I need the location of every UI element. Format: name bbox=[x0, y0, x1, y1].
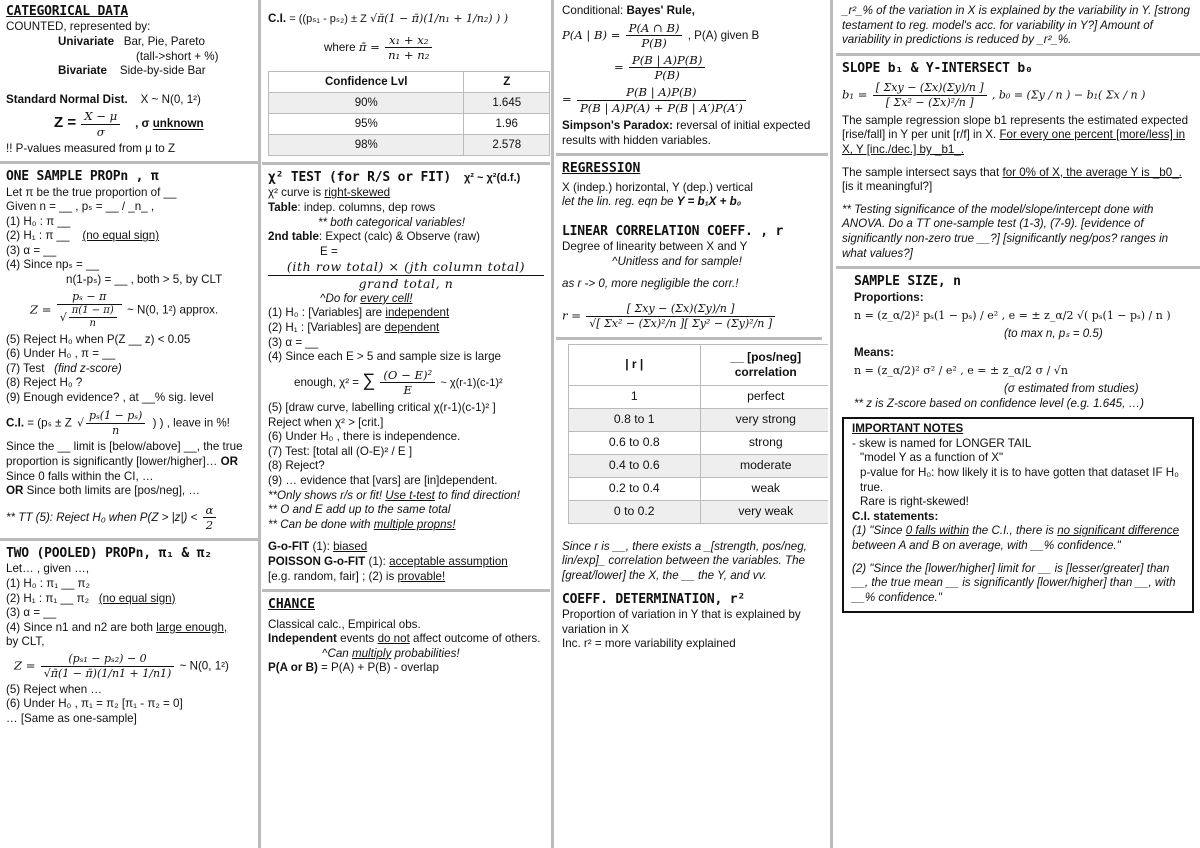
reg-2: let the lin. reg. eqn be bbox=[562, 195, 674, 209]
since-r: Since r is __, there exists a _[strength, pos/neg, lin/exp]_ correlation between the variables. The [great/lower] the X, the __ the Y, and vv. bbox=[562, 539, 807, 582]
two-z-den: π̄(1 − π̄)(1/n1 + 1/n1) bbox=[50, 666, 172, 680]
lcc-2: ^Unitless and for sample! bbox=[612, 254, 742, 268]
chi-step: (2) H₁ : [Variables] are bbox=[268, 321, 382, 335]
table-cell: 0.4 to 0.6 bbox=[569, 454, 701, 477]
column-1 bbox=[0, 0, 258, 848]
cod-1: Proportion of variation in Y that is explained by variation in X bbox=[562, 607, 801, 636]
do-not: do not bbox=[377, 632, 410, 646]
bayes-1-fraction bbox=[626, 21, 683, 51]
b1-fraction bbox=[873, 81, 987, 110]
e-num: (ith row total) × (jth column total) bbox=[268, 259, 544, 276]
table-cell: strong bbox=[700, 431, 828, 454]
two-pooled-title: TWO (POOLED) PROPn, π₁ & π₂ bbox=[6, 545, 212, 561]
ci-label: C.I. bbox=[268, 12, 287, 25]
chi-sum-num: (O − E)² bbox=[380, 368, 435, 384]
ci-1-u2: no significant difference bbox=[1057, 524, 1180, 538]
notes-line: Rare is right-skewed! bbox=[860, 495, 969, 509]
bayes-1-num: P(A ∩ B) bbox=[626, 21, 683, 37]
table-row bbox=[269, 135, 550, 156]
table-row bbox=[569, 454, 829, 477]
one-ci-den: n bbox=[112, 423, 120, 437]
gofit-1: (1): bbox=[312, 540, 330, 554]
chi-curve: χ² curve is bbox=[268, 186, 322, 200]
univariate-desc2: (tall->short + %) bbox=[136, 49, 219, 63]
z-lhs: Z = bbox=[54, 114, 77, 132]
chi-dist: χ² ~ χ²(d.f.) bbox=[463, 172, 521, 185]
table-cell: very weak bbox=[700, 500, 828, 523]
table2-label: 2nd table bbox=[268, 230, 319, 244]
chi-title: χ² TEST (for R/S or FIT) bbox=[268, 170, 452, 186]
section-divider bbox=[262, 589, 550, 592]
table-cell: 0 to 0.2 bbox=[569, 500, 701, 523]
two-line: (4) Since n1 and n2 are both bbox=[6, 620, 153, 634]
table-header-row bbox=[569, 344, 829, 385]
table-cell: 95% bbox=[269, 114, 464, 135]
one-z-approx: ~ N(0, 1²) approx. bbox=[127, 303, 219, 317]
e-den: grand total, n bbox=[358, 276, 454, 292]
bayes-3-num: P(B | A)P(B) bbox=[577, 85, 746, 101]
table-cell: 0.8 to 1 bbox=[569, 408, 701, 431]
notes-line: - skew is named for LONGER TAIL bbox=[852, 436, 1032, 450]
section-divider bbox=[0, 538, 258, 541]
only-note: **Only shows r/s or fit! bbox=[268, 488, 383, 502]
reg-eq: Y = b₁X + b₀ bbox=[676, 195, 742, 209]
tt-fraction bbox=[203, 503, 217, 533]
r-lhs: r = bbox=[562, 308, 581, 323]
independent: independent bbox=[385, 306, 450, 320]
r-num: [ Σxy − (Σx)(Σy)/n ] bbox=[586, 302, 775, 317]
table2-text: : Expect (calc) & Observe (raw) bbox=[318, 230, 480, 244]
one-ci-fraction: √ $\frac{\text{pₛ(1 − pₛ)}}{n}$ bbox=[77, 409, 147, 438]
table-header: __ [pos/neg] correlation bbox=[700, 344, 828, 385]
dependent: dependent bbox=[384, 321, 440, 335]
ci-2: (2) "Since the [lower/higher] limit for __ is [lesser/greater] than __, the true mean __ is significantly [lower/higher] than __, with __% confidence." bbox=[852, 561, 1176, 604]
chi-step2: (5) [draw curve, labelling critical χ(r-1)(c-1)² ] bbox=[268, 401, 496, 415]
slope-title: SLOPE b₁ & Y-INTERSECT b₀ bbox=[842, 60, 1033, 76]
bayes-3-fraction bbox=[577, 85, 746, 115]
b0-mid: Σy / n ) − b₁( Σx / n ) bbox=[1030, 88, 1146, 102]
counted-text: COUNTED, represented by: bbox=[6, 20, 151, 34]
one-step: (6) Under H₀ , π = __ bbox=[6, 347, 116, 361]
one-step: (5) Reject H₀ when P(Z __ z) < 0.05 bbox=[6, 332, 191, 346]
one-ci-lhs: = (pₛ ± Z bbox=[27, 416, 72, 430]
chi-step: (1) H₀ : [Variables] are bbox=[268, 306, 383, 320]
table-header: Confidence Lvl bbox=[269, 72, 464, 93]
both-categorical: ** both categorical variables! bbox=[318, 215, 465, 229]
where-label: where bbox=[324, 41, 356, 55]
e-prop: , e = ± z_α/2 √( pₛ(1 − pₛ) / n ) bbox=[1001, 309, 1171, 323]
two-z-num: (pₛ₁ − pₛ₂) − 0 bbox=[41, 652, 175, 667]
chi-step2: (7) Test: [total all (O-E)² / E ] bbox=[268, 444, 413, 458]
table-row bbox=[569, 385, 829, 408]
b1-den: [ Σx² − (Σx)²/n ] bbox=[885, 96, 974, 110]
two-step: … [Same as one-sample] bbox=[6, 711, 137, 725]
table-cell: 2.578 bbox=[464, 135, 550, 156]
confidence-table bbox=[268, 71, 550, 156]
one-line: (2) H₁ : π __ bbox=[6, 229, 70, 243]
reg-1: X (indep.) horizontal, Y (dep.) vertical bbox=[562, 180, 753, 194]
b1-num: [ Σxy − (Σx)(Σy)/n ] bbox=[873, 81, 987, 96]
table-row bbox=[569, 477, 829, 500]
z-denominator: σ bbox=[96, 124, 105, 139]
categorical-title: CATEGORICAL DATA bbox=[6, 4, 129, 19]
section-divider bbox=[836, 266, 1200, 269]
two-line: (3) α = __ bbox=[6, 606, 57, 620]
table-row bbox=[569, 500, 829, 523]
slope-p2-q: [is it meaningful?] bbox=[842, 180, 933, 194]
one-line: (4) Since npₛ = __ bbox=[6, 258, 99, 272]
two-z-approx: ~ N(0, 1²) bbox=[179, 659, 229, 673]
z-sigma: , σ bbox=[135, 117, 150, 131]
paorb-label: P(A or B) bbox=[268, 661, 318, 675]
conditional-label: Conditional: bbox=[562, 4, 624, 17]
poisson-2: [e.g. random, fair] ; (2) is bbox=[268, 569, 395, 583]
right-skewed: right-skewed bbox=[324, 186, 391, 200]
two-line: Let… , given …, bbox=[6, 562, 90, 576]
one-line: Let π be the true proportion of __ bbox=[6, 185, 177, 199]
pibar-lhs: π̄ = bbox=[358, 40, 380, 55]
find-z-note: (find z-score) bbox=[54, 361, 122, 375]
lcc-1: Degree of linearity between X and Y bbox=[562, 240, 748, 254]
one-ci-label: C.I. bbox=[6, 416, 25, 430]
chi-step: (3) α = __ bbox=[268, 335, 319, 349]
table-cell: 1.96 bbox=[464, 114, 550, 135]
one-line: Given n = __ , pₛ = __ / _n_ , bbox=[6, 200, 155, 214]
table-row bbox=[569, 408, 829, 431]
two-z-fraction: $\frac{\text{(pₛ₁ − pₛ₂) − 0}}{√\pī(1 - \pī)(1/n1 + 1/n1)}$ bbox=[41, 652, 175, 681]
large-enough: large enough, bbox=[156, 620, 228, 634]
univariate-desc: Bar, Pie, Pareto bbox=[123, 34, 205, 48]
e-eq: E = bbox=[320, 244, 338, 258]
can-mult: ^Can bbox=[322, 646, 349, 660]
one-z-lhs: Z = bbox=[30, 302, 52, 317]
tt-note: ** TT (5): Reject H₀ when P(Z > |z|) < bbox=[6, 510, 198, 524]
table-cell: 0.2 to 0.4 bbox=[569, 477, 701, 500]
every-cell: every cell! bbox=[360, 291, 413, 305]
table-cell: moderate bbox=[700, 454, 828, 477]
pibar-num: x₁ + x₂ bbox=[385, 33, 432, 49]
two-line: (1) H₀ : π₁ __ π₂ bbox=[6, 576, 90, 590]
ci-statements-label: C.I. statements: bbox=[852, 509, 939, 523]
column-divider bbox=[551, 0, 554, 848]
bayes-2-num: P(B | A)P(B) bbox=[629, 53, 705, 69]
table-cell: weak bbox=[700, 477, 828, 500]
one-z-den-num: π(1 − π) bbox=[69, 305, 117, 319]
chi-step2: (6) Under H₀ , there is independence. bbox=[268, 430, 461, 444]
biased: biased bbox=[333, 540, 368, 554]
slope-p2-pre: The sample intersect says that bbox=[842, 165, 1000, 179]
ci-1-pre: (1) "Since bbox=[852, 524, 903, 538]
cod-2: Inc. r² = more variability explained bbox=[562, 637, 736, 651]
chi-step2: (9) … evidence that [vars] are [in]dependent. bbox=[268, 474, 498, 488]
notes-line: "model Y as a function of X" bbox=[860, 451, 1004, 465]
enough-label: enough, χ² = bbox=[294, 376, 360, 390]
one-step: (8) Reject H₀ ? bbox=[6, 376, 83, 390]
pibar-den: n₁ + n₂ bbox=[388, 48, 430, 63]
r2-top: _r²_% of the variation in X is explained by the variability in Y. [strong testament to reg. model's acc. for variability in Y?] Amount of variability in predictions is reduced by _r²_%. bbox=[842, 4, 1191, 47]
section-divider bbox=[836, 53, 1200, 56]
sigma-est: (σ estimated from studies) bbox=[1004, 382, 1139, 396]
to-max: (to max n, pₛ = 0.5) bbox=[1004, 327, 1103, 341]
chance-1: Classical calc., Empirical obs. bbox=[268, 617, 421, 631]
table-header: | r | bbox=[569, 344, 701, 385]
table-text: : indep. columns, dep rows bbox=[297, 201, 436, 215]
z-fraction bbox=[81, 109, 120, 139]
two-step: (6) Under H₀ , π₁ = π₂ [π₁ - π₂ = 0] bbox=[6, 697, 183, 711]
column-3: Conditional: Bayes' Rule, P(A | B) = $\frac{P(A \cap B)}{P(B)}$ , P(A) given B = $\frac{P(B | A)P(B)}{P(B)}$ = $\frac{P(B | A)P(B)}{P(B | A)P(A) + P(B | A')P(A')}$ Simpson's Paradox: reversal of initial expected results with hidden variables. REGRESSION X (indep.) horizontal, Y (dep.) vertical let the lin. reg. eqn be Y = b₁X + b₀ LINEAR CORRELATION COEFF. , r Degree of linearity between X and Y ^Unitless and for sample! as r -> 0, more negligible the corr.! r = $\frac{\text{[ Σxy − (Σx)(Σy)/n ]}}{\text{√[ Σx² − (Σx)²/n ][ Σy² − (Σy)²/n ]}}$ | r | __ [pos/neg] correlation 1 perfect 0.8 to 1 very strong 0.6 to 0.8 strong 0.4 to 0.6 moderate 0.2 to 0.4 weak 0 to 0.2 very weak Since r is __, there exists a _[strength, pos/neg, lin/exp]_ correlation between the variables. The [great/lower] the X, the __ the Y, and vv. COEFF. DETERMINATION, r² Proportion of variation in Y that is explained by variation in X Inc. r² = more variability explained bbox=[556, 0, 828, 848]
ci-inner: π̄(1 − π̄)(1/n₁ + 1/n₂) ) ) bbox=[377, 12, 509, 25]
multiply: multiply bbox=[351, 646, 392, 660]
one-z-numerator: pₛ − π bbox=[57, 290, 122, 305]
table-cell: 0.6 to 0.8 bbox=[569, 431, 701, 454]
n-mean: n = (z_α/2)² σ² / e² bbox=[854, 364, 957, 378]
provable: provable! bbox=[397, 569, 446, 583]
cod-title: COEFF. DETERMINATION, r² bbox=[562, 591, 746, 607]
notes-line: p-value for H₀: how likely it is to have gotten that dataset IF H₀ true. bbox=[860, 466, 1179, 494]
chi-step2: Reject when χ² > [crit.] bbox=[268, 415, 384, 429]
means-label: Means: bbox=[854, 345, 894, 359]
table-cell: 98% bbox=[269, 135, 464, 156]
bayes-2-den: P(B) bbox=[654, 68, 680, 83]
z-numerator: X − μ bbox=[81, 109, 120, 125]
r-den: [ Σx² − (Σx)²/n ][ Σy² − (Σy)²/n ] bbox=[596, 316, 773, 330]
one-step: (9) Enough evidence? , at __% sig. level bbox=[6, 391, 214, 405]
every-cell-pre: ^Do for bbox=[320, 291, 358, 305]
bivariate-desc: Side-by-side Bar bbox=[119, 64, 206, 78]
bayes-label: Bayes' Rule, bbox=[626, 4, 695, 17]
pvalues-note: !! P-values measured from μ to Z bbox=[6, 141, 176, 155]
table-cell: 90% bbox=[269, 93, 464, 114]
column-divider bbox=[830, 0, 833, 848]
slope-p1: The sample regression slope b1 represents the estimated expected [rise/fall] in Y per unit [r/f] in X. bbox=[842, 113, 1189, 142]
important-notes-box bbox=[842, 417, 1194, 613]
independent-label: Independent bbox=[268, 632, 337, 646]
section-divider bbox=[556, 337, 822, 340]
bayes-2-fraction bbox=[629, 53, 705, 83]
table-cell: perfect bbox=[700, 385, 828, 408]
tt-den: 2 bbox=[205, 518, 214, 533]
z-unknown: unknown bbox=[152, 117, 204, 131]
ci-eq: = ((pₛ₁ - pₛ₂) ± Z bbox=[289, 13, 367, 25]
one-since3: Since both limits are [pos/neg], … bbox=[26, 484, 200, 498]
simpson-label: Simpson's Paradox: bbox=[562, 119, 673, 133]
proportions-label: Proportions: bbox=[854, 290, 924, 304]
or-label: OR bbox=[6, 484, 24, 498]
section-divider bbox=[262, 162, 550, 165]
tt-num: α bbox=[203, 503, 217, 519]
chi-sum-den: E bbox=[403, 383, 412, 398]
slope-p1-u: For every one percent [more/less] in X, Y [inc./dec.] by _b1_. bbox=[842, 128, 1186, 157]
one-line: (1) H₀ : π __ bbox=[6, 214, 71, 228]
chi-sum-fraction bbox=[380, 368, 435, 398]
indep-text2: affect outcome of others. bbox=[413, 632, 541, 646]
table-cell: 1.645 bbox=[464, 93, 550, 114]
or-label: OR bbox=[220, 454, 238, 468]
column-4 bbox=[836, 0, 1200, 848]
bayes-1-den: P(B) bbox=[641, 36, 667, 51]
r-fraction: $\frac{\text{[ Σxy − (Σx)(Σy)/n ]}}{\text{√[ Σx² − (Σx)²/n ][ Σy² − (Σy)²/n ]}}$ bbox=[586, 302, 775, 331]
gofit-label: G-o-FIT bbox=[268, 540, 310, 554]
two-line: (2) H₁ : π₁ __ π₂ bbox=[6, 591, 90, 605]
b0-lhs: , b₀ = ( bbox=[991, 88, 1031, 102]
table-cell: very strong bbox=[700, 408, 828, 431]
poisson-label: POISSON G-o-FIT bbox=[268, 554, 366, 568]
to-find: to find direction! bbox=[438, 488, 520, 502]
ci-1-u: 0 falls within bbox=[905, 524, 969, 538]
two-line: by CLT, bbox=[6, 635, 45, 649]
notes-title: IMPORTANT NOTES bbox=[852, 422, 964, 436]
probs: probabilities! bbox=[394, 646, 460, 660]
pibar-fraction bbox=[385, 33, 432, 63]
ci-1-post: between A and B on average, with __% confidence." bbox=[852, 539, 1121, 553]
one-since2: Since 0 falls within the CI, … bbox=[6, 469, 154, 483]
one-z-fraction: pₛ − π √ $\frac{\pi(1 - \pi)}{n}$ bbox=[57, 290, 122, 331]
multiple-propns: multiple propns! bbox=[373, 517, 456, 531]
acceptable-assumption: acceptable assumption bbox=[389, 554, 508, 568]
bayes-1-rhs: , P(A) given B bbox=[687, 28, 760, 42]
one-line: (3) α = __ bbox=[6, 243, 57, 257]
lcc-3: as r -> 0, more negligible the corr.! bbox=[562, 277, 739, 291]
one-since: Since the __ limit is [below/above] __, the true proportion is significantly [lower/higher]… bbox=[6, 440, 243, 468]
ci-1-mid: the C.I., there is bbox=[972, 524, 1054, 538]
two-step: (5) Reject when … bbox=[6, 682, 103, 696]
correlation-table bbox=[568, 344, 828, 524]
one-ci-num: pₛ(1 − pₛ) bbox=[86, 409, 145, 424]
one-ci-rhs: ) ) , leave in %! bbox=[152, 416, 230, 430]
no-equal-sign: (no equal sign) bbox=[98, 591, 176, 605]
bayes-3-den: P(B | A)P(A) + P(B | A′)P(A′) bbox=[579, 100, 743, 115]
one-step: (7) Test bbox=[6, 361, 45, 375]
table-row bbox=[269, 93, 550, 114]
one-sample-title: ONE SAMPLE PROPn , π bbox=[6, 169, 159, 185]
two-z-lhs: Z = bbox=[14, 658, 36, 673]
oe-note: ** O and E add up to the same total bbox=[268, 503, 451, 517]
one-n1: n(1-pₛ) = __ , both > 5, by CLT bbox=[66, 273, 223, 287]
anova-note: ** Testing significance of the model/slope/intercept done with ANOVA. Do a TT one-sample test (1-3), (7-9). [evidence of significantly non-zero true __?] [significantly neg/pos? ranges in what values?] bbox=[842, 202, 1169, 260]
column-divider bbox=[258, 0, 261, 848]
n-prop: n = (z_α/2)² pₛ(1 − pₛ) / e² bbox=[854, 309, 999, 323]
poisson-1: (1): bbox=[368, 554, 386, 568]
bayes-1-lhs: P(A | B) = bbox=[562, 27, 621, 42]
slope-p2-u: for 0% of X, the average Y is _b0_. bbox=[1002, 165, 1182, 179]
table-cell: 1 bbox=[569, 385, 701, 408]
chi-step: (4) Since each E > 5 and sample size is large bbox=[268, 350, 501, 364]
snd-label: Standard Normal Dist. bbox=[6, 92, 128, 106]
chi-step2: (8) Reject? bbox=[268, 459, 325, 473]
section-divider bbox=[556, 153, 828, 156]
lcc-title: LINEAR CORRELATION COEFF. , r bbox=[562, 223, 784, 239]
chi-tilde: ~ χ(r-1)(c-1)² bbox=[440, 377, 503, 390]
table-row bbox=[569, 431, 829, 454]
indep-text: events bbox=[340, 632, 375, 646]
zscore-note: ** z is Z-score based on confidence level (e.g. 1.645, …) bbox=[854, 396, 1144, 410]
regression-title: REGRESSION bbox=[562, 161, 641, 177]
section-divider bbox=[0, 161, 258, 164]
use-t-test: Use t-test bbox=[385, 488, 435, 502]
e-mean: , e = ± z_α/2 σ / √n bbox=[960, 364, 1068, 378]
table-header-row bbox=[269, 72, 550, 93]
snd-dist: X ~ N(0, 1²) bbox=[140, 92, 201, 106]
b1-lhs: b₁ = bbox=[842, 87, 868, 102]
one-z-den-den: n bbox=[89, 318, 96, 330]
e-fraction bbox=[268, 259, 544, 292]
column-2: C.I. = ((pₛ₁ - pₛ₂) ± Z √π̄(1 − π̄)(1/n₁ + 1/n₂) ) ) where π̄ = $\frac{\text{x₁ + x₂}}{\text{n₁ + n₂}}$ Confidence Lvl Z 90% 1.645 95% 1.96 98% 2.578 χ² TEST (for R/S or FIT) χ² ~ χ²(d.f.) χ² curve is right-skewed Table: indep. columns, dep rows ** both categorical variables! 2nd table: Expect (calc) & Observe (raw) E = (ith row total) × (jth column total) grand total, n ^Do for every cell! (1) H₀ : [Variables] are independent (2) H₁ : [Variables] are dependent (3) α = __ (4) Since each E > 5 and sample size is large enough, χ² = ∑ $\frac{\text{(O − E)²}}{E}$ ~ χ(r-1)(c-1)² (5) [draw curve, labelling critical χ(r-1)(c-1)² ] Reject when χ² > [crit.] (6) Under H₀ , there is independence. (7) Test: [total all (O-E)² / E ] (8) Reject? (9) … evidence that [vars] are [in]dependent. **Only shows r/s or fit! Use t-test to find direction! ** O and E add up to the same total ** Can be done with multiple propns! G-o-FIT (1): biased POISSON G-o-FIT (1): acceptable assumption [e.g. random, fair] ; (2) is provable! CHANCE Classical calc., Empirical obs. Independent events do not affect outcome of others. ^Can multiply probabilities! P(A or B) = P(A) + P(B) - overlap bbox=[262, 0, 550, 848]
table-label: Table bbox=[268, 201, 298, 215]
table-header: Z bbox=[464, 72, 550, 93]
multi-note: ** Can be done with bbox=[268, 517, 371, 531]
bivariate-label: Bivariate bbox=[58, 64, 107, 78]
chance-title: CHANCE bbox=[268, 597, 315, 613]
paorb-eq: = P(A) + P(B) - overlap bbox=[321, 661, 439, 675]
no-equal-sign: (no equal sign) bbox=[82, 229, 160, 243]
univariate-label: Univariate bbox=[58, 34, 115, 48]
sample-size-title: SAMPLE SIZE, n bbox=[854, 274, 961, 290]
simpson-text: reversal of initial expected results with hidden variables. bbox=[562, 119, 811, 147]
table-row bbox=[269, 114, 550, 135]
